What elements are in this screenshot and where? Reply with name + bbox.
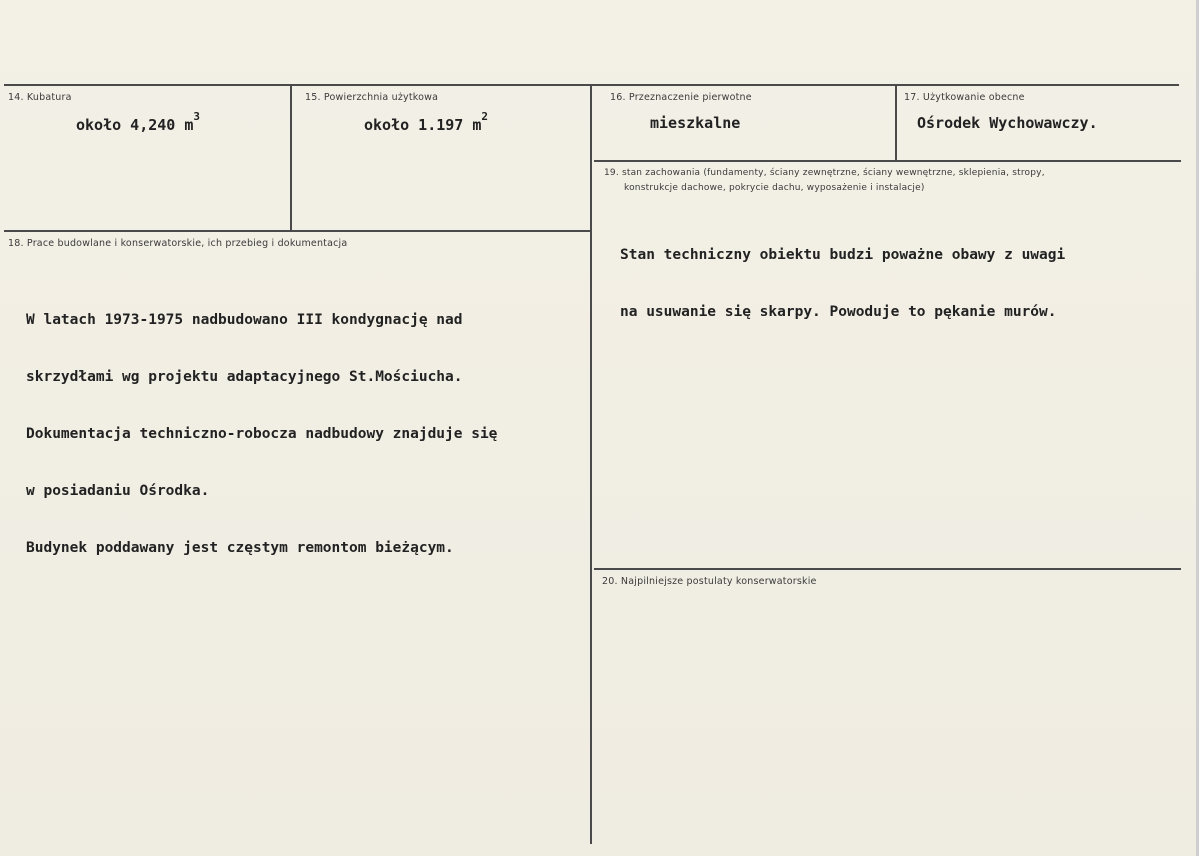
- rule-below-14-15: [4, 230, 590, 232]
- rule-below-16-17: [594, 160, 1181, 162]
- field-18-text: [26, 273, 497, 596]
- field-15-label: 15. Powierzchnia użytkowa: [305, 92, 439, 103]
- field-18-label: 18. Prace budowlane i konserwatorskie, ich przebieg i dokumentacja: [8, 238, 348, 249]
- field-14-label: 14. Kubatura: [8, 92, 72, 103]
- field-18-line: Budynek poddawany jest częstym remontom bieżącym.: [26, 540, 454, 556]
- divider-14-15: [290, 84, 292, 231]
- divider-main: [590, 84, 592, 844]
- field-16-value: mieszkalne: [650, 114, 741, 132]
- field-19-line: Stan techniczny obiektu budzi poważne obawy z uwagi: [620, 247, 1066, 263]
- field-17-value: Ośrodek Wychowawczy.: [917, 114, 1098, 132]
- field-15-value-text: około 1.197 m: [364, 116, 482, 134]
- rule-above-20: [594, 568, 1181, 570]
- field-17-label: 17. Użytkowanie obecne: [904, 92, 1025, 103]
- field-20-label: 20. Najpilniejsze postulaty konserwatorskie: [602, 576, 817, 587]
- field-19-label-line2: konstrukcje dachowe, pokrycie dachu, wyposażenie i instalacje): [624, 183, 925, 193]
- field-19-line: na usuwanie się skarpy. Powoduje to pękanie murów.: [620, 304, 1057, 320]
- field-15-value: [364, 110, 489, 134]
- field-19-text: [620, 208, 1065, 360]
- field-18-line: Dokumentacja techniczno-robocza nadbudowy znajduje się: [26, 426, 498, 442]
- divider-16-17: [895, 84, 897, 161]
- field-18-line: w posiadaniu Ośrodka.: [26, 483, 210, 499]
- field-14-unit-exponent: 3: [193, 110, 201, 123]
- field-19-label-line1: 19. stan zachowania (fundamenty, ściany zewnętrzne, ściany wewnętrzne, sklepienia, stropy,: [604, 168, 1045, 178]
- field-14-value-text: około 4,240 m: [76, 116, 194, 134]
- field-15-unit-exponent: 2: [481, 110, 489, 123]
- field-18-line: skrzydłami wg projektu adaptacyjnego St.Mościucha.: [26, 369, 463, 385]
- field-16-label: 16. Przeznaczenie pierwotne: [610, 92, 752, 103]
- field-18-line: W latach 1973-1975 nadbudowano III kondygnację nad: [26, 312, 463, 328]
- field-14-value: [76, 110, 201, 134]
